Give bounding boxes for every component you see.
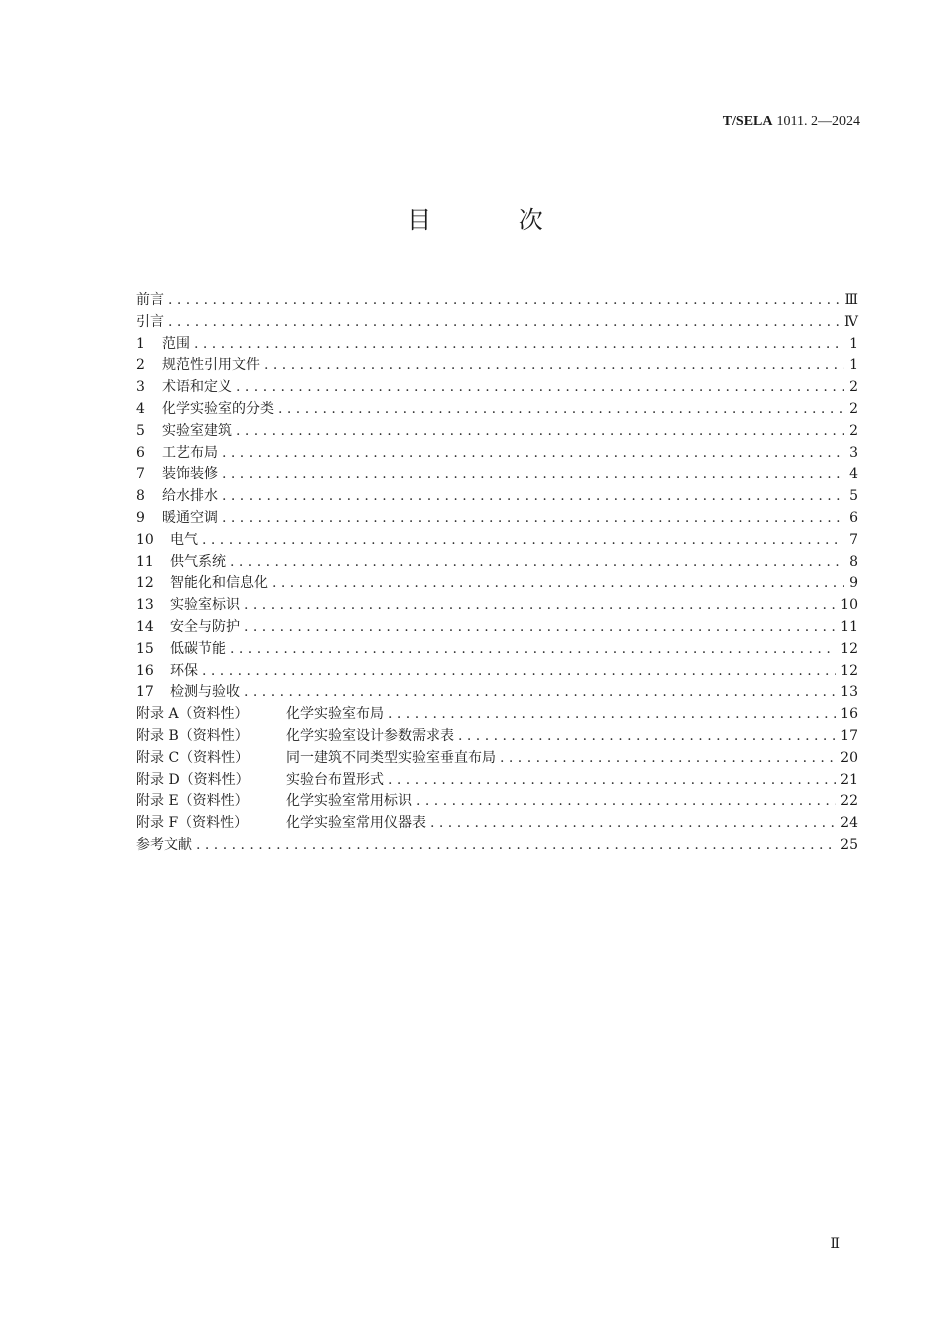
table-of-contents bbox=[136, 290, 858, 857]
toc-entry-page: 1 bbox=[849, 357, 858, 374]
toc-entry-number: 附录 B（资料性） bbox=[136, 727, 249, 744]
toc-entry-number: 10 bbox=[136, 531, 154, 548]
toc-entry[interactable] bbox=[136, 573, 858, 595]
standard-prefix: T/SELA bbox=[722, 114, 773, 129]
toc-entry-label: 实验室标识 bbox=[170, 597, 240, 614]
toc-entry-page: 5 bbox=[849, 488, 858, 505]
toc-entry-label: 参考文献 bbox=[136, 836, 192, 853]
toc-entry-label: 给水排水 bbox=[162, 488, 218, 505]
toc-entry-label: 前言 bbox=[136, 292, 164, 308]
toc-entry[interactable] bbox=[136, 595, 858, 617]
footer-page-number: Ⅱ bbox=[830, 1236, 840, 1252]
toc-entry-page: 7 bbox=[849, 531, 858, 548]
toc-entry[interactable] bbox=[136, 617, 858, 639]
toc-leader-dots bbox=[244, 682, 836, 704]
toc-entry-page: 2 bbox=[849, 379, 858, 396]
toc-entry-page: 2 bbox=[849, 400, 858, 417]
toc-entry-label: 化学实验室的分类 bbox=[162, 400, 274, 417]
toc-leader-dots bbox=[222, 443, 844, 465]
toc-entry-label: 化学实验室布局 bbox=[286, 706, 384, 723]
toc-entry-page: 24 bbox=[840, 815, 858, 832]
toc-entry[interactable] bbox=[136, 290, 858, 312]
toc-leader-dots bbox=[222, 508, 844, 530]
toc-entry[interactable] bbox=[136, 355, 858, 377]
toc-entry-number: 附录 C（资料性） bbox=[136, 749, 250, 766]
toc-entry[interactable] bbox=[136, 835, 858, 857]
toc-entry-number: 附录 E（资料性） bbox=[136, 793, 249, 810]
toc-leader-dots bbox=[388, 704, 836, 726]
toc-entry-page: 20 bbox=[840, 749, 858, 766]
toc-leader-dots bbox=[222, 464, 844, 486]
toc-entry-page: 21 bbox=[840, 771, 858, 788]
toc-entry-label: 装饰装修 bbox=[162, 466, 218, 483]
toc-entry-label: 暖通空调 bbox=[162, 509, 218, 526]
toc-entry-label: 化学实验室常用标识 bbox=[286, 793, 412, 810]
toc-entry-number: 附录 A（资料性） bbox=[136, 706, 249, 723]
toc-entry-page: 3 bbox=[849, 444, 858, 461]
toc-entry-label: 化学实验室常用仪器表 bbox=[286, 815, 426, 832]
toc-entry[interactable] bbox=[136, 312, 858, 334]
toc-entry[interactable] bbox=[136, 639, 858, 661]
toc-entry-page: 8 bbox=[849, 553, 858, 570]
toc-entry[interactable] bbox=[136, 791, 858, 813]
page-title: 目 次 bbox=[407, 206, 583, 234]
toc-entry-number: 8 bbox=[136, 488, 145, 505]
toc-entry-number: 6 bbox=[136, 444, 145, 461]
toc-entry[interactable] bbox=[136, 377, 858, 399]
toc-entry-page: Ⅳ bbox=[844, 313, 858, 330]
standard-number: 1011. 2—2024 bbox=[776, 114, 860, 129]
toc-leader-dots bbox=[244, 595, 836, 617]
toc-entry-number: 2 bbox=[136, 357, 145, 374]
toc-leader-dots bbox=[230, 552, 844, 574]
document-code bbox=[723, 114, 860, 130]
toc-entry-number: 15 bbox=[136, 640, 154, 657]
toc-entry[interactable] bbox=[136, 399, 858, 421]
toc-entry[interactable] bbox=[136, 421, 858, 443]
toc-entry-page: 1 bbox=[849, 335, 858, 352]
toc-entry[interactable] bbox=[136, 464, 858, 486]
toc-leader-dots bbox=[222, 486, 844, 508]
toc-entry-label: 环保 bbox=[170, 662, 198, 679]
toc-entry-number: 12 bbox=[136, 575, 154, 592]
toc-entry-page: 12 bbox=[840, 662, 858, 679]
toc-entry-label: 安全与防护 bbox=[170, 618, 240, 635]
toc-entry[interactable] bbox=[136, 530, 858, 552]
toc-entry-page: 10 bbox=[840, 597, 858, 614]
toc-leader-dots bbox=[196, 835, 836, 857]
toc-leader-dots bbox=[272, 573, 844, 595]
toc-entry-number: 1 bbox=[136, 335, 145, 352]
toc-entry-label: 智能化和信息化 bbox=[170, 575, 268, 592]
toc-entry-page: 6 bbox=[849, 509, 858, 526]
toc-entry-label: 术语和定义 bbox=[162, 379, 232, 396]
toc-entry[interactable] bbox=[136, 443, 858, 465]
toc-entry[interactable] bbox=[136, 704, 858, 726]
toc-entry-label: 低碳节能 bbox=[170, 640, 226, 657]
toc-leader-dots bbox=[202, 661, 836, 683]
toc-entry-number: 17 bbox=[136, 684, 154, 701]
toc-leader-dots bbox=[244, 617, 836, 639]
toc-entry-label: 检测与验收 bbox=[170, 684, 240, 701]
toc-entry-number: 4 bbox=[136, 400, 145, 417]
toc-entry-label: 同一建筑不同类型实验室垂直布局 bbox=[286, 749, 496, 766]
toc-entry-label: 化学实验室设计参数需求表 bbox=[286, 727, 454, 744]
toc-entry-number: 14 bbox=[136, 618, 154, 635]
toc-leader-dots bbox=[168, 290, 840, 312]
toc-leader-dots bbox=[236, 421, 844, 443]
toc-leader-dots bbox=[264, 355, 844, 377]
toc-entry-number: 5 bbox=[136, 422, 145, 439]
toc-entry[interactable] bbox=[136, 486, 858, 508]
toc-entry[interactable] bbox=[136, 661, 858, 683]
toc-entry[interactable] bbox=[136, 770, 858, 792]
toc-entry[interactable] bbox=[136, 726, 858, 748]
toc-leader-dots bbox=[236, 377, 844, 399]
toc-leader-dots bbox=[202, 530, 844, 552]
toc-entry-page: 4 bbox=[849, 466, 858, 483]
toc-leader-dots bbox=[458, 726, 836, 748]
toc-entry-number: 9 bbox=[136, 509, 145, 526]
toc-entry-page: 13 bbox=[840, 684, 858, 701]
toc-entry-number: 3 bbox=[136, 379, 145, 396]
toc-entry-label: 实验台布置形式 bbox=[286, 771, 384, 788]
toc-entry-label: 规范性引用文件 bbox=[162, 357, 260, 374]
toc-entry[interactable] bbox=[136, 682, 858, 704]
toc-leader-dots bbox=[168, 312, 840, 334]
toc-entry-label: 实验室建筑 bbox=[162, 422, 232, 439]
toc-entry-label: 供气系统 bbox=[170, 553, 226, 570]
toc-entry-label: 工艺布局 bbox=[162, 444, 218, 461]
toc-leader-dots bbox=[416, 791, 836, 813]
toc-entry-label: 引言 bbox=[136, 313, 164, 330]
toc-entry-label: 电气 bbox=[170, 531, 198, 548]
toc-entry-page: 12 bbox=[840, 640, 858, 657]
toc-entry[interactable] bbox=[136, 813, 858, 835]
toc-entry[interactable] bbox=[136, 508, 858, 530]
toc-entry-number: 13 bbox=[136, 597, 154, 614]
toc-entry-page: 25 bbox=[840, 836, 858, 853]
toc-entry-page: 22 bbox=[840, 793, 858, 810]
toc-entry-page: Ⅲ bbox=[844, 292, 858, 308]
toc-entry[interactable] bbox=[136, 748, 858, 770]
toc-entry-number: 16 bbox=[136, 662, 154, 679]
toc-entry-page: 2 bbox=[849, 422, 858, 439]
toc-leader-dots bbox=[194, 334, 844, 356]
toc-leader-dots bbox=[388, 770, 836, 792]
toc-entry-page: 17 bbox=[840, 727, 858, 744]
toc-entry-page: 16 bbox=[840, 706, 858, 723]
toc-entry-number: 附录 F（资料性） bbox=[136, 815, 249, 832]
toc-entry-page: 9 bbox=[849, 575, 858, 592]
toc-entry-number: 7 bbox=[136, 466, 145, 483]
toc-leader-dots bbox=[430, 813, 836, 835]
toc-entry[interactable] bbox=[136, 334, 858, 356]
toc-entry-label: 范围 bbox=[162, 335, 190, 352]
toc-leader-dots bbox=[278, 399, 844, 421]
toc-leader-dots bbox=[230, 639, 836, 661]
toc-entry-page: 11 bbox=[840, 618, 858, 635]
toc-entry[interactable] bbox=[136, 552, 858, 574]
toc-entry-number: 附录 D（资料性） bbox=[136, 771, 250, 788]
toc-leader-dots bbox=[500, 748, 836, 770]
toc-entry-number: 11 bbox=[136, 553, 154, 570]
